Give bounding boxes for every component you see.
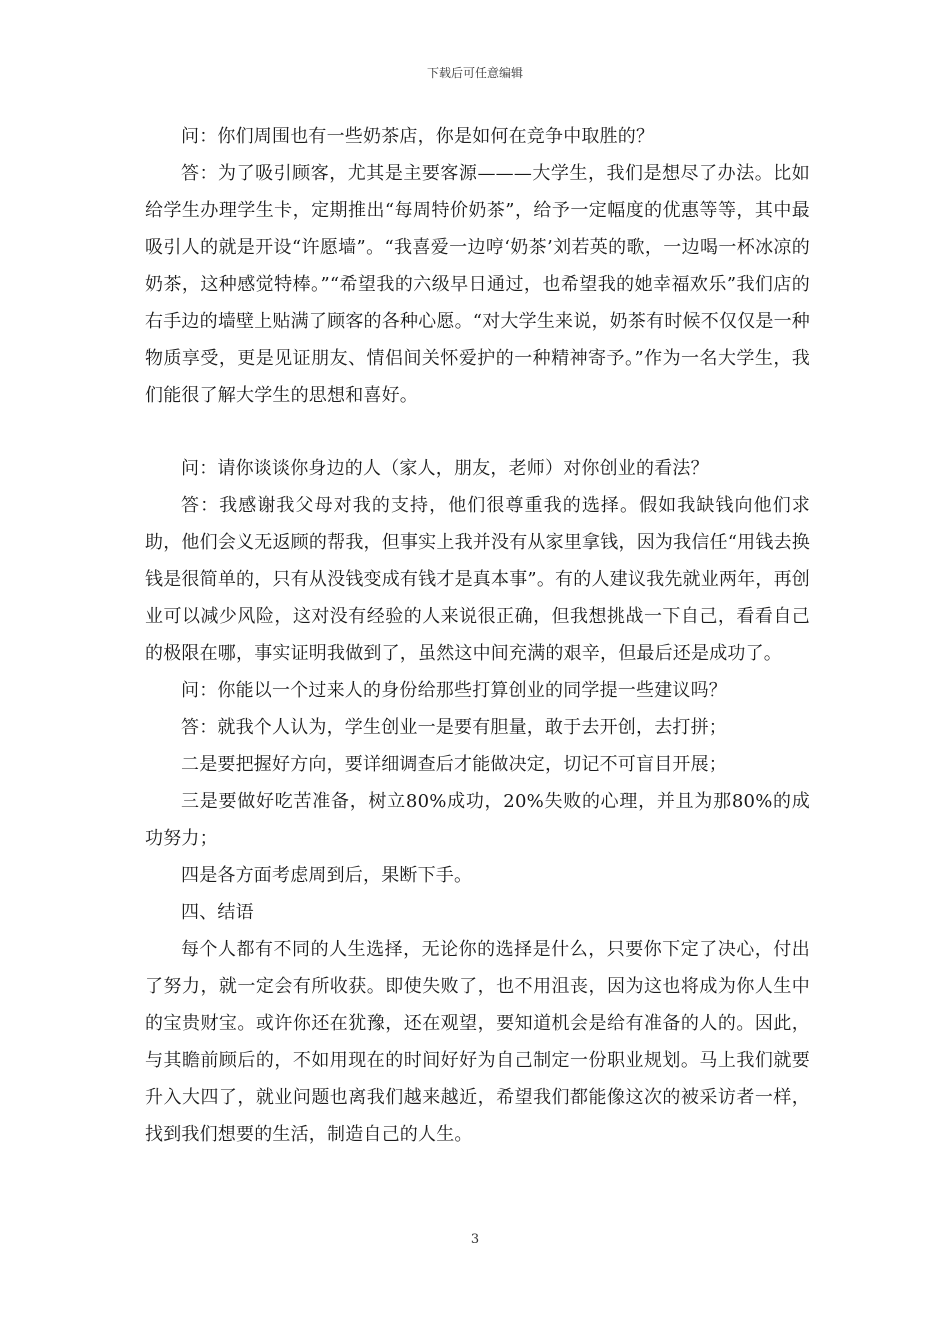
page-header: 下载后可任意编辑	[426, 66, 523, 80]
question-advice: 问：你能以一个过来人的身份给那些打算创业的同学提一些建议吗？	[181, 680, 727, 701]
question-others-opinion: 问：请你谈谈你身边的人（家人，朋友，老师）对你创业的看法？	[181, 458, 709, 479]
advice-point-4: 四是各方面考虑周到后，果断下手。	[181, 865, 473, 886]
answer-others-opinion: 答：我感谢我父母对我的支持，他们很尊重我的选择。假如我缺钱向他们求助，他们会义无返顾的帮我，但事实上我并没有从家里拿钱，因为我信任“用钱去换钱是很简单的，只有从没钱变成有钱才是真本事”。有的人建议我先就业两年，再创业可以减少风险，这对没有经验的人来说很正确，但我想挑战一下自己，看看自己的极限在哪，事实证明我做到了，虽然这中间充满的艰辛，但最后还是成功了。	[145, 495, 810, 664]
advice-point-3: 三是要做好吃苦准备，树立80%成功，20%失败的心理，并且为那80%的成功努力；	[145, 791, 810, 849]
answer-competition: 答：为了吸引顾客，尤其是主要客源———大学生，我们是想尽了办法。比如给学生办理学生卡，定期推出“每周特价奶茶”，给予一定幅度的优惠等等，其中最吸引人的就是开设“许愿墙”。“我喜爱一边哼‘奶茶’刘若英的歌，一边喝一杯冰凉的奶茶，这种感觉特棒。”“希望我的六级早日通过，也希望我的她幸福欢乐”我们店的右手边的墙壁上贴满了顾客的各种心愿。“对大学生来说，奶茶有时候不仅仅是一种物质享受，更是见证朋友、情侣间关怀爱护的一种精神寄予。”作为一名大学生，我们能很了解大学生的思想和喜好。	[145, 163, 810, 406]
advice-point-2: 二是要把握好方向，要详细调查后才能做决定，切记不可盲目开展；	[181, 754, 727, 775]
question-competition: 问：你们周围也有一些奶茶店，你是如何在竞争中取胜的？	[181, 126, 655, 147]
page-number: 3	[470, 1232, 480, 1247]
section-heading-conclusion: 四、结语	[181, 902, 254, 923]
advice-point-1: 答：就我个人认为，学生创业一是要有胆量，敢于去开创，去打拼；	[181, 717, 727, 738]
document-body	[145, 118, 810, 1153]
conclusion-paragraph: 每个人都有不同的人生选择，无论你的选择是什么，只要你下定了决心，付出了努力，就一定会有所收获。即使失败了，也不用沮丧，因为这也将成为你人生中的宝贵财宝。或许你还在犹豫，还在观望，要知道机会是给有准备的人的。因此，与其瞻前顾后的，不如用现在的时间好好为自己制定一份职业规划。马上我们就要升入大四了，就业问题也离我们越来越近，希望我们都能像这次的被采访者一样，找到我们想要的生活，制造自己的人生。	[145, 939, 810, 1145]
